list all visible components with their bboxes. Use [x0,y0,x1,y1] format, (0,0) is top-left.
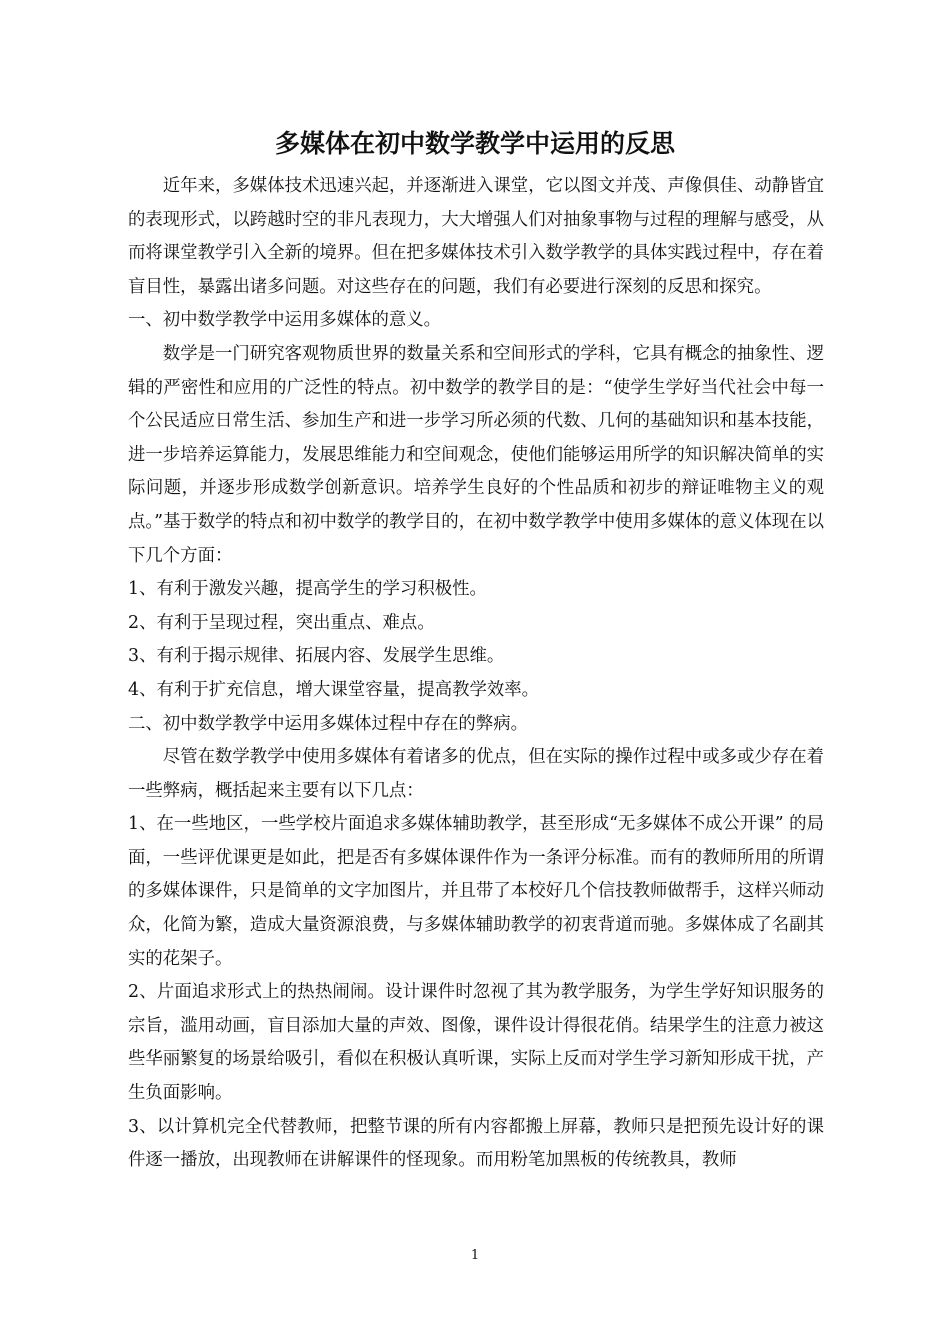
page-number: 1 [470,1248,480,1263]
problems-intro-paragraph: 尽管在数学教学中使用多媒体有着诸多的优点，但在实际的操作过程中或多或少存在着一些弊病，概括起来主要有以下几点： [128,747,824,801]
significance-paragraph: 数学是一门研究客观物质世界的数量关系和空间形式的学科，它具有概念的抽象性、逻辑的严密性和应用的广泛性的特点。初中数学的教学目的是：“使学生学好当代社会中每一个公民适应日常生活、参加生产和进一步学习所必须的代数、几何的基础知识和基本技能，进一步培养运算能力，发展思维能力和空间观念，使他们能够运用所学的知识解决简单的实际问题，并逐步形成数学创新意识。培养学生良好的个性品质和初步的辩证唯物主义的观点。”基于数学的特点和初中数学的教学目的，在初中数学教学中使用多媒体的意义体现在以下几个方面： [128,343,824,566]
section-heading-1: 一、初中数学教学中运用多媒体的意义。 [128,310,442,331]
problem-item: 1、在一些地区，一些学校片面追求多媒体辅助教学，甚至形成“无多媒体不成公开课” 的局面，一些评优课更是如此，把是否有多媒体课件作为一条评分标准。而有的教师所用的所谓的多媒体课件，只是简单的文字加图片，并且带了本校好几个信技教师做帮手，这样兴师动众，化简为繁，造成大量资源浪费，与多媒体辅助教学的初衷背道而驰。多媒体成了名副其实的花架子。 [128,814,824,969]
intro-paragraph: 近年来，多媒体技术迅速兴起，并逐渐进入课堂，它以图文并茂、声像俱佳、动静皆宜的表现形式，以跨越时空的非凡表现力，大大增强人们对抽象事物与过程的理解与感受，从而将课堂教学引入全新的境界。但在把多媒体技术引入数学教学的具体实践过程中，存在着盲目性，暴露出诸多问题。对这些存在的问题，我们有必要进行深刻的反思和探究。 [128,176,824,297]
section-heading-2: 二、初中数学教学中运用多媒体过程中存在的弊病。 [128,713,528,734]
list-item: 1、有利于激发兴趣，提高学生的学习积极性。 [128,579,487,600]
list-item: 2、有利于呈现过程，突出重点、难点。 [128,612,435,633]
document-title: 多媒体在初中数学教学中运用的反思 [274,129,675,158]
list-item: 3、有利于揭示规律、拓展内容、发展学生思维。 [128,646,505,667]
problem-item: 3、以计算机完全代替教师，把整节课的所有内容都搬上屏幕，教师只是把预先设计好的课件逐一播放，出现教师在讲解课件的怪现象。而用粉笔加黑板的传统教具，教师 [128,1116,824,1171]
document-body [128,170,824,1178]
problem-item: 2、片面追求形式上的热热闹闹。设计课件时忽视了其为教学服务，为学生学好知识服务的宗旨，滥用动画，盲目添加大量的声效、图像，课件设计得很花俏。结果学生的注意力被这些华丽繁复的场景给吸引，看似在积极认真听课，实际上反而对学生学习新知形成干扰，产生负面影响。 [128,982,824,1104]
list-item: 4、有利于扩充信息，增大课堂容量，提高教学效率。 [128,679,540,700]
